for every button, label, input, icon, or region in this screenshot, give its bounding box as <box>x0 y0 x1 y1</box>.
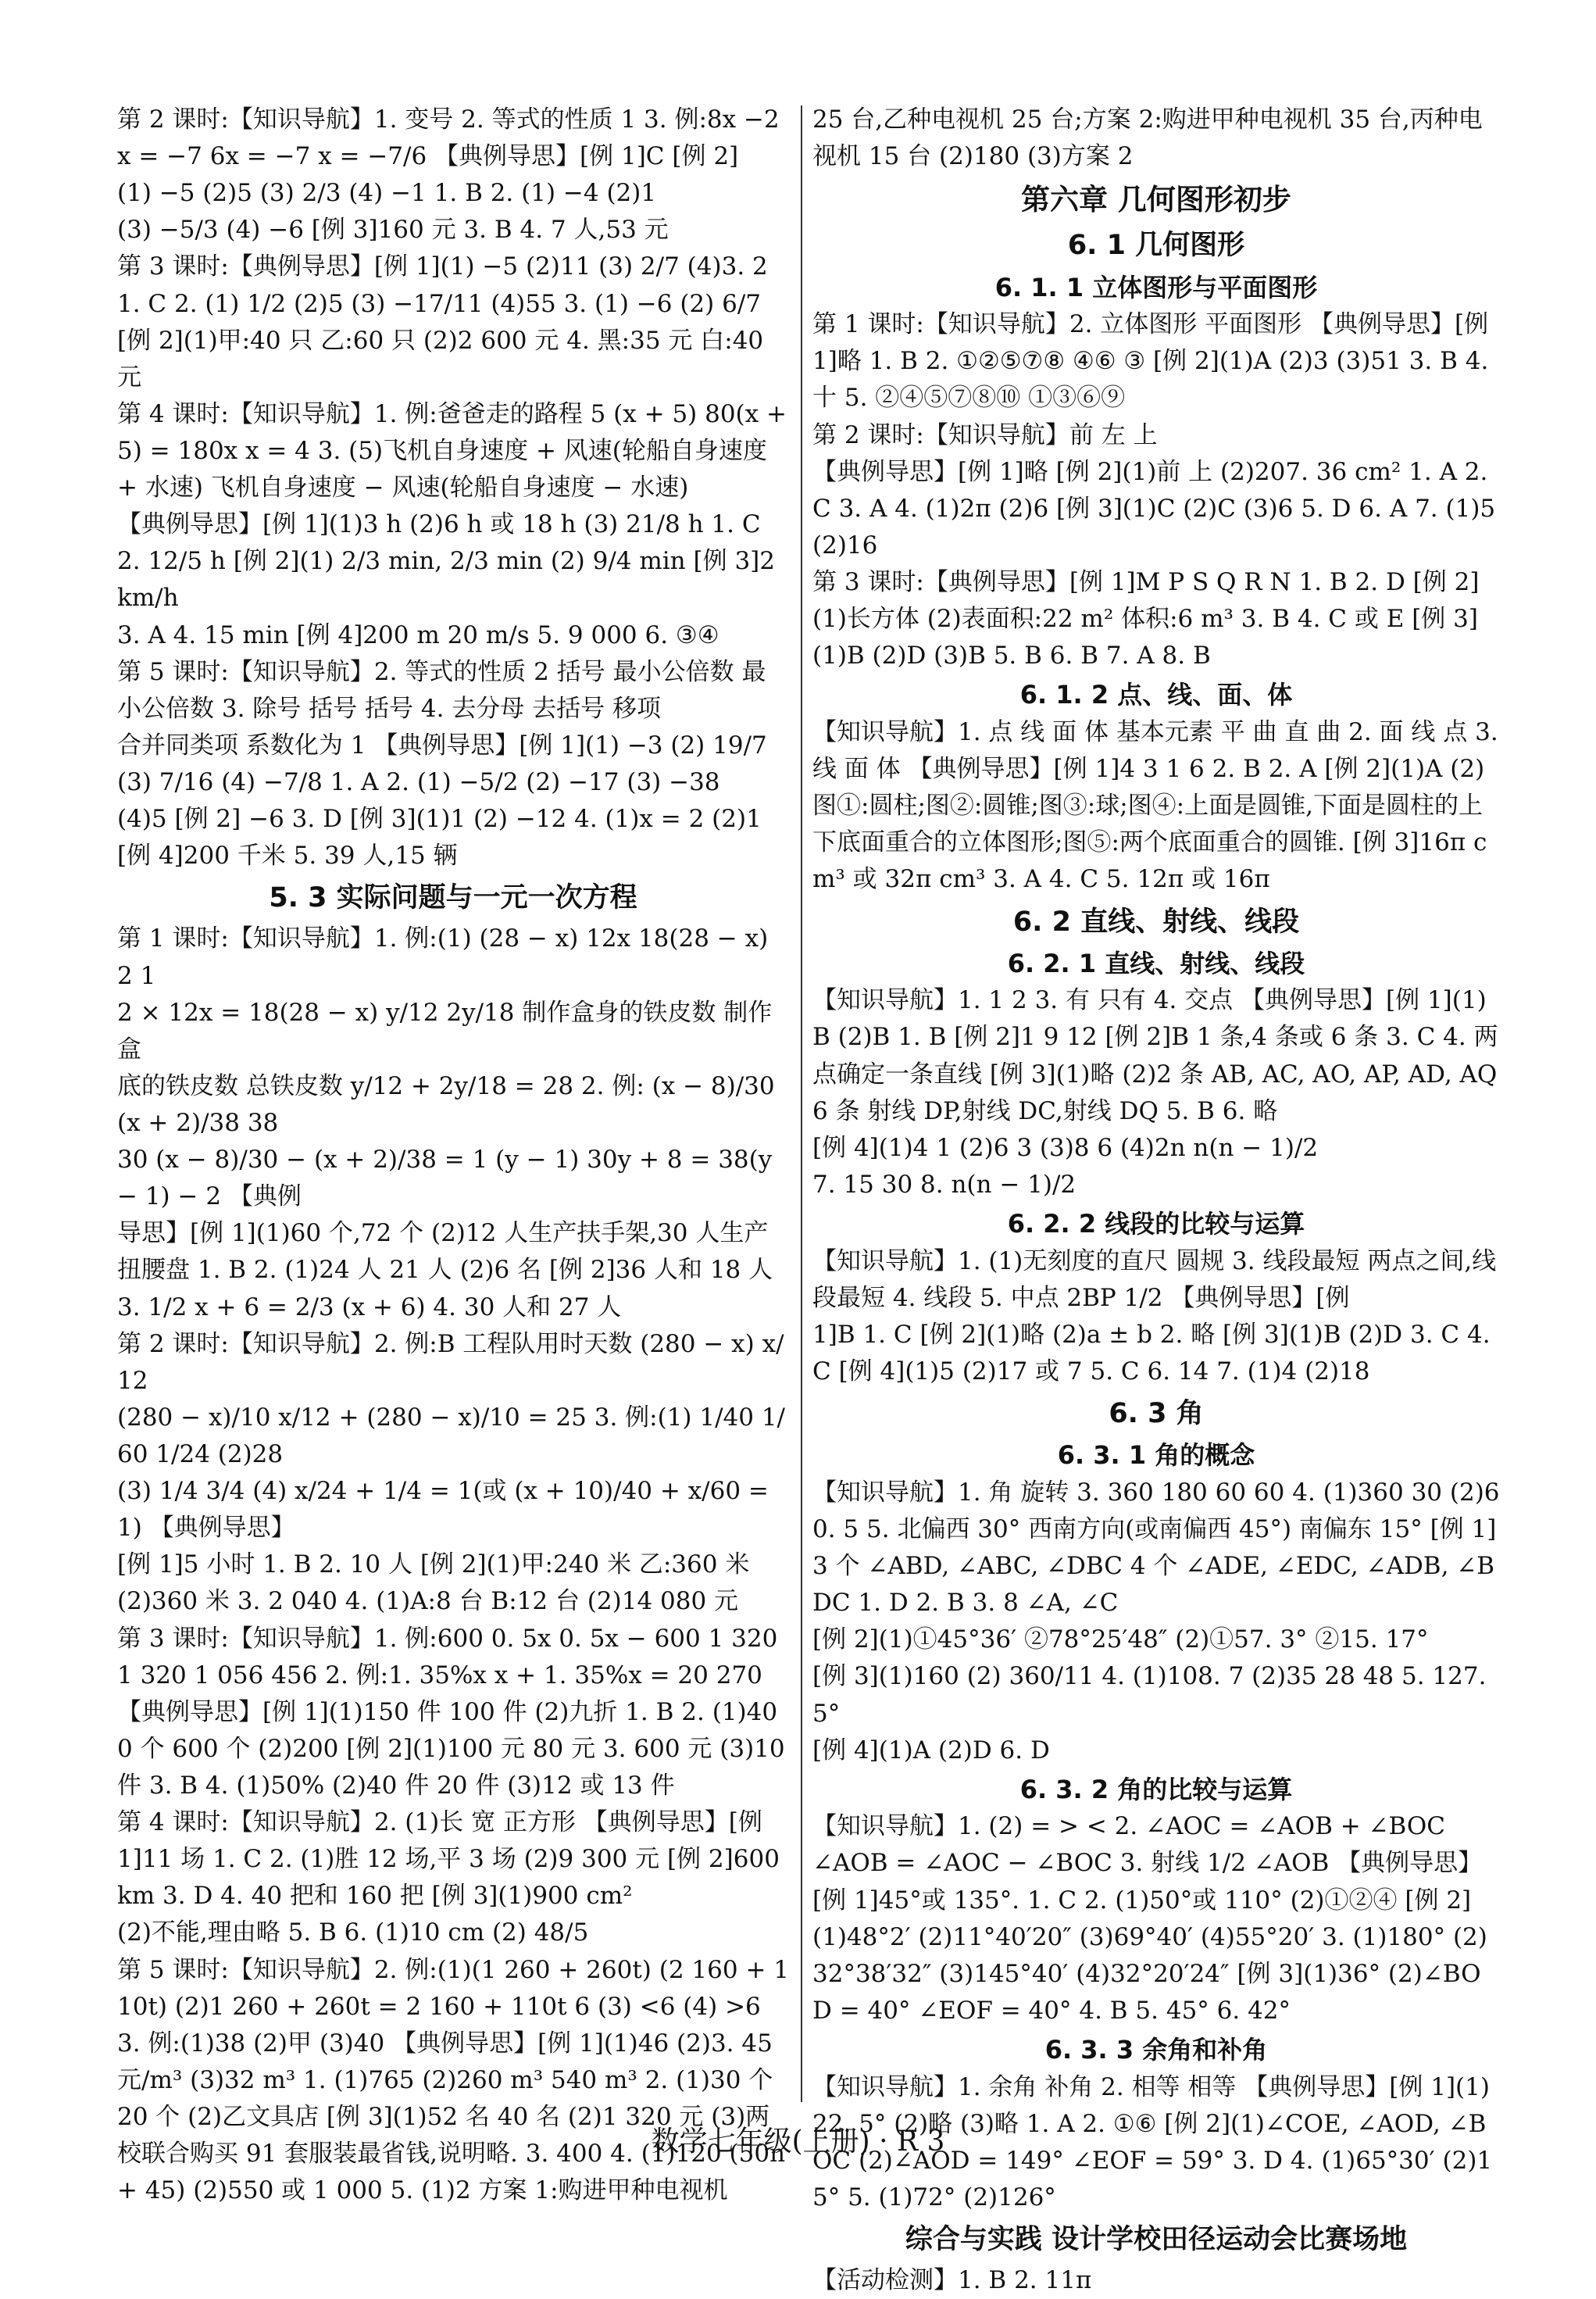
text-line: 【知识导航】1. 角 旋转 3. 360 180 60 60 4. (1)360 30 (2)6 0. 5 5. 北偏西 30° 西南方向(或南偏西 45°) 南偏东 15° [例 1]3 个 ∠ABD, ∠ABC, ∠DBC 4 个 ∠ADE, ∠EDC, ∠ADB, ∠BDC 1. D 2. B 3. 8 ∠A, ∠C <box>812 1478 1500 1618</box>
text-line: 第 1 课时:【知识导航】1. 例:(1) (28 − x) 12x 18(28 − x) 2 1 <box>117 924 769 990</box>
subsection-heading-6-2-1: 6. 2. 1 直线、射线、线段 <box>1007 948 1305 978</box>
subsection-heading-6-3-3: 6. 3. 3 余角和补角 <box>1044 2035 1268 2065</box>
text-line: 【知识导航】1. 点 线 面 体 基本元素 平 曲 直 曲 2. 面 线 点 3. 线 面 体 【典例导思】[例 1]4 3 1 6 2. B 2. A [例 2](1)A (2)图①:圆柱;图②:圆锥;图③:球;图④:上面是圆锥,下面是圆柱的上下底面重合的立体图形;图⑤:两个底面重合的圆锥. [例 3]16π cm³ 或 32π cm³ 3. A 4. C 5. 12π 或 16π <box>812 717 1498 894</box>
text-line: [例 1]45°或 135°. 1. C 2. (1)50°或 110° (2)①②④ [例 2](1)48°2′ (2)11°40′20″ (3)69°40′ (4)55°20′ 3. (1)180° (2)32°38′32″ (3)145°40′ (4)32°20′24″ [例 3](1)36° (2)∠BOD = 40° ∠EOF = 40° 4. B 5. 45° 6. 42° <box>812 1886 1487 2025</box>
practice-heading: 综合与实践 设计学校田径运动会比赛场地 <box>905 2224 1408 2256</box>
text-line: [例 4](1)4 1 (2)6 3 (3)8 6 (4)2n n(n − 1)/2 <box>812 1133 1319 1162</box>
text-line: 第 3 课时:【知识导航】1. 例:600 0. 5x 0. 5x − 600 1 320 1 320 1 056 456 2. 例:1. 35%x x + 1. 35%x = 20 270 <box>117 1624 778 1689</box>
text-line: 第 4 课时:【知识导航】2. (1)长 宽 正方形 【典例导思】[例 1]11 场 1. C 2. (1)胜 12 场,平 3 场 (2)9 300 元 [例 2]600 km 3. D 4. 40 把和 160 把 [例 3](1)900 cm² <box>117 1808 780 1911</box>
left-column <box>117 102 789 2209</box>
text-line: 2 × 12x = 18(28 − x) y/12 2y/18 制作盒身的铁皮数 制作盒 <box>117 998 773 1064</box>
page-footer: 数学七年级(上册) · R 3 <box>651 2126 945 2158</box>
text-line: 1. C 2. (1) 1/2 (2)5 (3) −17/11 (4)55 3. (1) −6 (2) 6/7 <box>117 289 761 318</box>
text-line: (3) −5/3 (4) −6 [例 3]160 元 3. B 4. 7 人,53 元 <box>117 216 669 245</box>
text-line: [例 2](1)①45°36′ ②78°25′48″ (2)①57. 3° ②15. 17° <box>812 1625 1429 1654</box>
text-line: 3. 1/2 x + 6 = 2/3 (x + 6) 4. 30 人和 27 人 <box>117 1293 622 1321</box>
text-line: [例 3](1)160 (2) 360/11 4. (1)108. 7 (2)35 28 48 5. 127. 5° <box>812 1662 1487 1728</box>
text-line: [例 2](1)甲:40 只 乙:60 只 (2)2 600 元 4. 黑:35 元 白:40 元 <box>117 326 764 392</box>
text-line: (3) 1/4 3/4 (4) x/24 + 1/4 = 1(或 (x + 10)/40 + x/60 = 1) 【典例导思】 <box>117 1477 769 1543</box>
text-line: ∠AOB = ∠AOC − ∠BOC 3. 射线 1/2 ∠AOB 【典例导思】 <box>812 1849 1483 1878</box>
section-heading-6-2: 6. 2 直线、射线、线段 <box>1012 906 1300 938</box>
text-line: 7. 15 30 8. n(n − 1)/2 <box>812 1170 1076 1199</box>
text-line: [例 1]5 小时 1. B 2. 10 人 [例 2](1)甲:240 米 乙:360 米 (2)360 米 3. 2 040 4. (1)A:8 台 B:12 台 (2)14 080 元 <box>117 1550 750 1616</box>
subsection-heading-6-3-2: 6. 3. 2 角的比较与运算 <box>1019 1774 1293 1804</box>
text-line: 1]B 1. C [例 2](1)略 (2)a ± b 2. 略 [例 3](1)B (2)D 3. C 4. C [例 4](1)5 (2)17 或 7 5. C 6. 14 7. (1)4 (2)18 <box>812 1320 1491 1385</box>
text-line: (2)不能,理由略 5. B 6. (1)10 cm (2) 48/5 <box>117 1918 589 1947</box>
text-line: (3) 7/16 (4) −7/8 1. A 2. (1) −5/2 (2) −17 (3) −38 <box>117 767 720 796</box>
section-heading-5-3: 5. 3 实际问题与一元一次方程 <box>269 882 637 914</box>
text-line: 2. 12/5 h [例 2](1) 2/3 min, 2/3 min (2) 9/4 min [例 3]2 km/h <box>117 547 775 613</box>
text-line: 导思】[例 1](1)60 个,72 个 (2)12 人生产扶手架,30 人生产扭腰盘 1. B 2. (1)24 人 21 人 (2)6 名 [例 2]36 人和 18 人 <box>117 1219 773 1285</box>
text-line: 【知识导航】1. 余角 补角 2. 相等 相等 【典例导思】[例 1](1)22. 5° (2)略 (3)略 1. A 2. ①⑥ [例 2](1)∠COE, ∠AOD, ∠BOC (2)∠AOD = 149° ∠EOF = 59° 3. D 4. (1)65°30′ (2)15° 5. (1)72° (2)126° <box>812 2072 1493 2211</box>
text-line: 3. A 4. 15 min [例 4]200 m 20 m/s 5. 9 000 6. ③④ <box>117 620 719 649</box>
text-line: 【知识导航】1. (2) = > < 2. ∠AOC = ∠AOB + ∠BOC <box>812 1812 1445 1841</box>
text-line: 第 4 课时:【知识导航】1. 例:爸爸走的路程 5 (x + 5) 80(x + 5) = 180x x = 4 3. (5)飞机自身速度 + 风速(轮船自身速度 + 水速) 飞机自身速度 − 风速(轮船自身速度 − 水速) <box>117 399 787 502</box>
text-line: 【典例导思】[例 1](1)3 h (2)6 h 或 18 h (3) 21/8 h 1. C <box>117 510 761 539</box>
section-heading-6-1: 6. 1 几何图形 <box>1067 230 1245 262</box>
text-line: 底的铁皮数 总铁皮数 y/12 + 2y/18 = 28 2. 例: (x − 8)/30 (x + 2)/38 38 <box>117 1071 775 1138</box>
text-line: 【活动检测】1. B 2. 11π <box>812 2266 1092 2295</box>
subsection-heading-6-1-2: 6. 1. 2 点、线、面、体 <box>1019 680 1293 710</box>
text-line: 第 5 课时:【知识导航】2. 例:(1)(1 260 + 260t) (2 160 + 110t) (2)1 260 + 260t = 2 160 + 110t 6 (3) <6 (4) >6 <box>117 1955 790 2021</box>
subsection-heading-6-2-2: 6. 2. 2 线段的比较与运算 <box>1007 1209 1305 1239</box>
text-line: (4)5 [例 2] −6 3. D [例 3](1)1 (2) −12 4. (1)x = 2 (2)1 [例 4]200 千米 5. 39 人,15 辆 <box>117 805 762 871</box>
text-line: 第 2 课时:【知识导航】前 左 上 <box>812 420 1158 449</box>
text-line: 第 2 课时:【知识导航】1. 变号 2. 等式的性质 1 3. 例:8x −2x = −7 6x = −7 x = −7/6 【典例导思】[例 1]C [例 2] <box>117 105 780 171</box>
text-line: 【知识导航】1. (1)无刻度的直尺 圆规 3. 线段最短 两点之间,线段最短 4. 线段 5. 中点 2BP 1/2 【典例导思】[例 <box>812 1246 1497 1312</box>
text-line: [例 4](1)A (2)D 6. D <box>812 1736 1050 1764</box>
text-line: 【典例导思】[例 1](1)150 件 100 件 (2)九折 1. B 2. (1)400 个 600 个 (2)200 [例 2](1)100 元 80 元 3. 600 元 (3)10 件 3. B 4. (1)50% (2)40 件 20 件 (3)12 或 13 件 <box>117 1697 785 1800</box>
subsection-heading-6-1-1: 6. 1. 1 立体图形与平面图形 <box>994 272 1318 302</box>
text-line: 第 2 课时:【知识导航】2. 例:B 工程队用时天数 (280 − x) x/12 <box>117 1329 784 1395</box>
text-line: 合并同类项 系数化为 1 【典例导思】[例 1](1) −3 (2) 19/7 <box>117 731 767 760</box>
right-column <box>812 102 1500 2299</box>
text-line: 3. 例:(1)38 (2)甲 (3)40 【典例导思】[例 1](1)46 (2)3. 45 元/m³ (3)32 m³ 1. (1)765 (2)260 m³ 540 m³ 2. (1)30 个 20 个 (2)乙文具店 [例 3](1)52 名 40 名 (2)1 320 元 (3)两校联合购买 91 套服装最省钱,说明略. 3. 400 4. (1)120 (50n + 45) (2)550 或 1 000 5. (1)2 方案 1:购进甲种电视机 <box>117 2029 786 2205</box>
text-line: (280 − x)/10 x/12 + (280 − x)/10 = 25 3. 例:(1) 1/40 1/60 1/24 (2)28 <box>117 1403 785 1469</box>
subsection-heading-6-3-1: 6. 3. 1 角的概念 <box>1057 1440 1255 1471</box>
column-divider <box>801 105 802 2102</box>
text-line: 第 1 课时:【知识导航】2. 立体图形 平面图形 【典例导思】[例 1]略 1. B 2. ①②⑤⑦⑧ ④⑥ ③ [例 2](1)A (2)3 (3)51 3. B 4. 十 5. ②④⑤⑦⑧⑩ ①③⑥⑨ <box>812 310 1489 413</box>
text-line: 第 3 课时:【典例导思】[例 1]M P S Q R N 1. B 2. D [例 2](1)长方体 (2)表面积:22 m² 体积:6 m³ 3. B 4. C 或 E [例 3](1)B (2)D (3)B 5. B 6. B 7. A 8. B <box>812 568 1480 670</box>
text-line: 30 (x − 8)/30 − (x + 2)/38 = 1 (y − 1) 30y + 8 = 38(y − 1) − 2 【典例 <box>117 1146 773 1211</box>
text-line: 25 台,乙种电视机 25 台;方案 2:购进甲种电视机 35 台,丙种电视机 15 台 (2)180 (3)方案 2 <box>812 105 1483 171</box>
text-line: 【典例导思】[例 1]略 [例 2](1)前 上 (2)207. 36 cm² 1. A 2. C 3. A 4. (1)2π (2)6 [例 3](1)C (2)C (3)6 5. D 6. A 7. (1)5 (2)16 <box>812 457 1496 560</box>
chapter-heading: 第六章 几何图形初步 <box>1021 183 1291 217</box>
text-line: 第 3 课时:【典例导思】[例 1](1) −5 (2)11 (3) 2/7 (4)3. 2 <box>117 252 768 281</box>
text-line: 第 5 课时:【知识导航】2. 等式的性质 2 括号 最小公倍数 最小公倍数 3. 除号 括号 括号 4. 去分母 去括号 移项 <box>117 657 766 723</box>
section-heading-6-3: 6. 3 角 <box>1109 1398 1204 1430</box>
text-line: 【知识导航】1. 1 2 3. 有 只有 4. 交点 【典例导思】[例 1](1)B (2)B 1. B [例 2]1 9 12 [例 2]B 1 条,4 条或 6 条 3. C 4. 两点确定一条直线 [例 3](1)略 (2)2 条 AB, AC, AO, AP, AD, AQ 6 条 射线 DP,射线 DC,射线 DQ 5. B 6. 略 <box>812 986 1498 1125</box>
text-line: (1) −5 (2)5 (3) 2/3 (4) −1 1. B 2. (1) −4 (2)1 <box>117 179 657 208</box>
